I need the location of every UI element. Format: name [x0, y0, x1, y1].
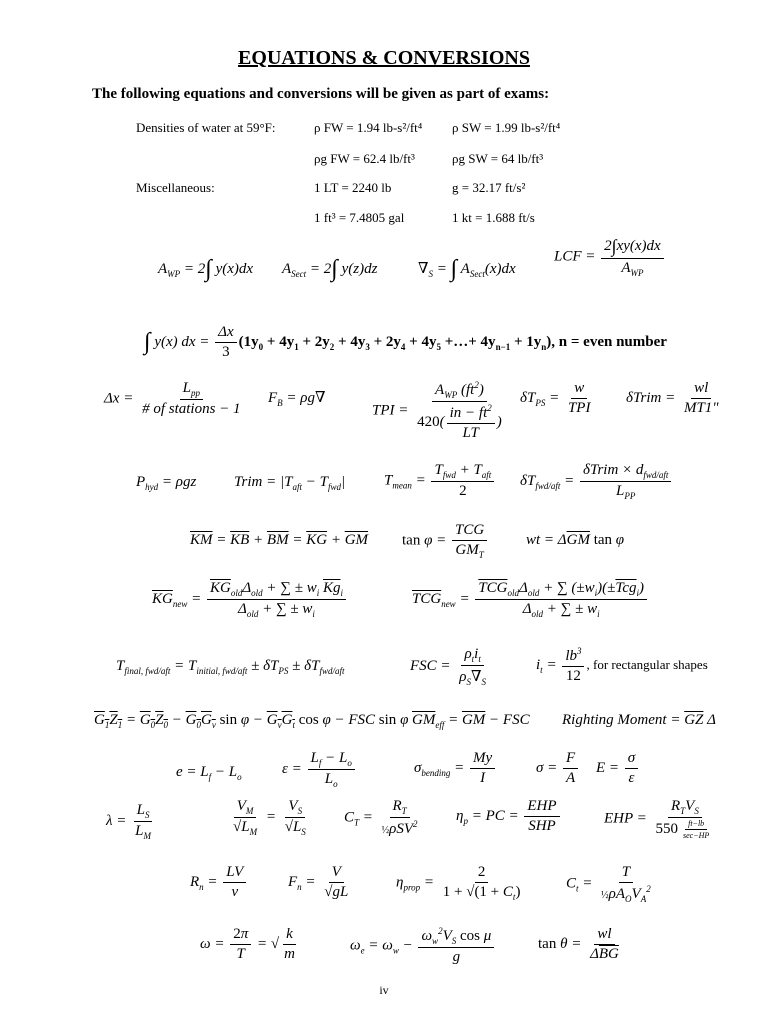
equation-modulus: E = $\frac{\sigma}{\varepsilon}$: [596, 750, 640, 787]
equation-hydrostatic-pressure: $P_{hyd} = \rho gz$: [136, 474, 197, 492]
equation-strain: ε = $\frac{L_f - L_o}{L_o}$: [282, 750, 357, 789]
equation-tan-phi: tan φ = $\frac{\text{TCG}}{GM_T}$: [402, 522, 489, 560]
equation-volume: $\nabla_S$ = ∫ $A_{Sect}(x)dx$: [418, 256, 516, 282]
equation-gm-eff: $\overline{GM}_{eff} = \overline{GM}$ − FSC: [412, 712, 530, 730]
equation-thrust-coefficient: $C_t$ = $\frac{T}{\frac{1}{2}\rho A_OV_A^2}$: [566, 864, 651, 904]
rect-shapes-note: , for rectangular shapes: [586, 656, 708, 672]
equation-simpson: ∫ y(x) dx = $\frac{\Delta x}{3}$ ($1y_0 + 4y_1 + 2y_2 + 4y_3 + 2y_4 + 4y_5$ +…+ $4y_{n-1} + 1y_n$), n = even number: [144, 324, 667, 360]
rho-fw: ρ FW = 1.94 lb-s²/ft⁴: [314, 120, 423, 135]
equation-km: $\overline{KM} = \overline{KB} + \overline{BM} = \overline{KG} + \overline{GM}$: [190, 532, 369, 548]
equation-mean-draft: $T_{mean}$ = $\frac{T_{fwd} + T_{aft}}{2}$: [384, 462, 496, 500]
equation-delta-x: Δx = $\frac{L_{pp}}{\text{\# of stations − 1}}$: [104, 380, 241, 417]
simpson-n-note: n = even number: [558, 333, 667, 350]
rhog-fw: ρg FW = 62.4 lb/ft³: [314, 151, 415, 166]
equation-asect: $A_{Sect} = 2\int$ y(z)dz: [282, 256, 378, 282]
equation-righting-moment: Righting Moment = $\overline{GZ}$ Δ: [562, 712, 716, 728]
equation-encounter-frequency: $\omega_e = \omega_w$ − $\frac{\omega_w^2V_S \cos \mu}{g}$: [350, 926, 496, 966]
equation-froude-number: $F_n$ = $\frac{V}{√gL}$: [288, 864, 349, 900]
equation-buoyancy: $F_B = \rho g\nabla$: [268, 390, 326, 408]
equation-natural-frequency: ω = $\frac{2\pi}{T}$ = √ $\frac{k}{m}$: [200, 926, 295, 962]
equation-stress: σ = $\frac{F}{A}$: [536, 750, 580, 787]
equation-trim: Trim = $|T_{aft} - T_{fwd}|$: [234, 474, 346, 492]
equation-it: $i_t$ = $\frac{lb^3}{12}$ , for rectangular shapes: [536, 646, 708, 684]
equation-ehp: EHP = $R_TV_S$ 550 $\frac{ft-lb}{\sec-HP}$: [604, 798, 710, 840]
equation-prop-efficiency: $\eta_{prop}$ = $\frac{2}{1 + √(1 + C_t)}$: [396, 864, 521, 902]
ft3-conversion: 1 ft³ = 7.4805 gal: [314, 210, 405, 225]
equation-tan-theta: tan θ = $\frac{wl}{\Delta\overline{BG}}$: [538, 926, 619, 962]
equation-weight-moment: wt = $\Delta\overline{GM}$ tan φ: [526, 532, 625, 548]
equation-final-draft: $T_{final, fwd/aft} = T_{initial, fwd/aft} \pm \delta T_{PS} \pm \delta T_{fwd/aft}$: [116, 658, 345, 676]
misc-label: Miscellaneous:: [136, 180, 215, 195]
equation-bending-stress: $\sigma_{bending}$ = $\frac{My}{I}$: [414, 750, 497, 787]
equation-delta-tps: $\delta T_{PS}$ = $\frac{w}{\text{TPI}}$: [520, 380, 591, 416]
equation-kg-new: $\overline{KG}_{new}$ = $\frac{\overline{KG}_{old}\Delta_{old} + \sum \pm w_i \overline{Kg}_i}{\Delta_{old} + \sum \pm w_i}$: [152, 580, 348, 619]
rhog-sw: ρg SW = 64 lb/ft³: [452, 151, 544, 166]
equation-awp: $A_{WP} = 2\int$ y(x)dx: [158, 256, 254, 282]
equation-tpi: TPI = $A_{WP}$ $(ft^2)$ 420( $\frac{in - ft^2}{LT}$ ): [372, 380, 502, 441]
knot-conversion: 1 kt = 1.688 ft/s: [452, 210, 535, 225]
equation-gz: $G_1Z_1 = G_0Z_0 - G_0G_v$ $\sin \varphi - G_vG_t$ cos φ − FSC sin φ: [94, 712, 409, 730]
equation-froude-scaling: $\frac{V_M}{√L_M}$ = $\frac{V_S}{√L_S}$: [233, 798, 306, 837]
page-number: iv: [379, 983, 389, 997]
equation-scale-ratio: λ = $\frac{L_S}{L_M}$: [106, 802, 151, 841]
equation-fsc: FSC = $\frac{\rho_ti_t}{\rho_S\nabla_S}$: [410, 646, 486, 687]
lt-conversion: 1 LT = 2240 lb: [314, 180, 392, 195]
equation-delta-trim: δTrim = $\frac{wl}{MT1"}$: [626, 380, 719, 416]
equation-propulsive-efficiency: $\eta_p$ = PC = $\frac{\text{EHP}}{\text{SHP}}$: [456, 798, 562, 835]
intro-text: The following equations and conversions will be given as part of exams:: [92, 86, 550, 102]
equation-tcg-new: $\overline{TCG}_{new}$ = $\frac{\overline{TCG}_{old}\Delta_{old} + \sum (\pm w_i)(\pm\overline{Tcg}_i)}{\Delta_{old} + \sum \pm w_i}$: [412, 580, 649, 619]
equation-total-resistance-coefficient: $C_T$ = $\frac{R_T}{\frac{1}{2}\rho SV^2}$: [344, 798, 418, 837]
page-title: EQUATIONS & CONVERSIONS: [238, 47, 530, 69]
equation-delta-t-fwd-aft: $\delta T_{fwd/aft}$ = $\frac{\delta Trim \times d_{fwd/aft}}{L_{PP}}$: [520, 462, 673, 501]
equation-reynolds-number: $R_n$ = $\frac{LV}{\nu}$: [190, 864, 248, 901]
equation-lcf: LCF = $\frac{2\int xy(x)dx}{A_{WP}}$: [554, 236, 666, 278]
equation-elongation: $e = L_f - L_o$: [176, 764, 242, 782]
rho-sw: ρ SW = 1.99 lb-s²/ft⁴: [452, 120, 561, 135]
gravity-constant: g = 32.17 ft/s²: [452, 180, 526, 195]
densities-label: Densities of water at 59°F:: [136, 120, 276, 135]
